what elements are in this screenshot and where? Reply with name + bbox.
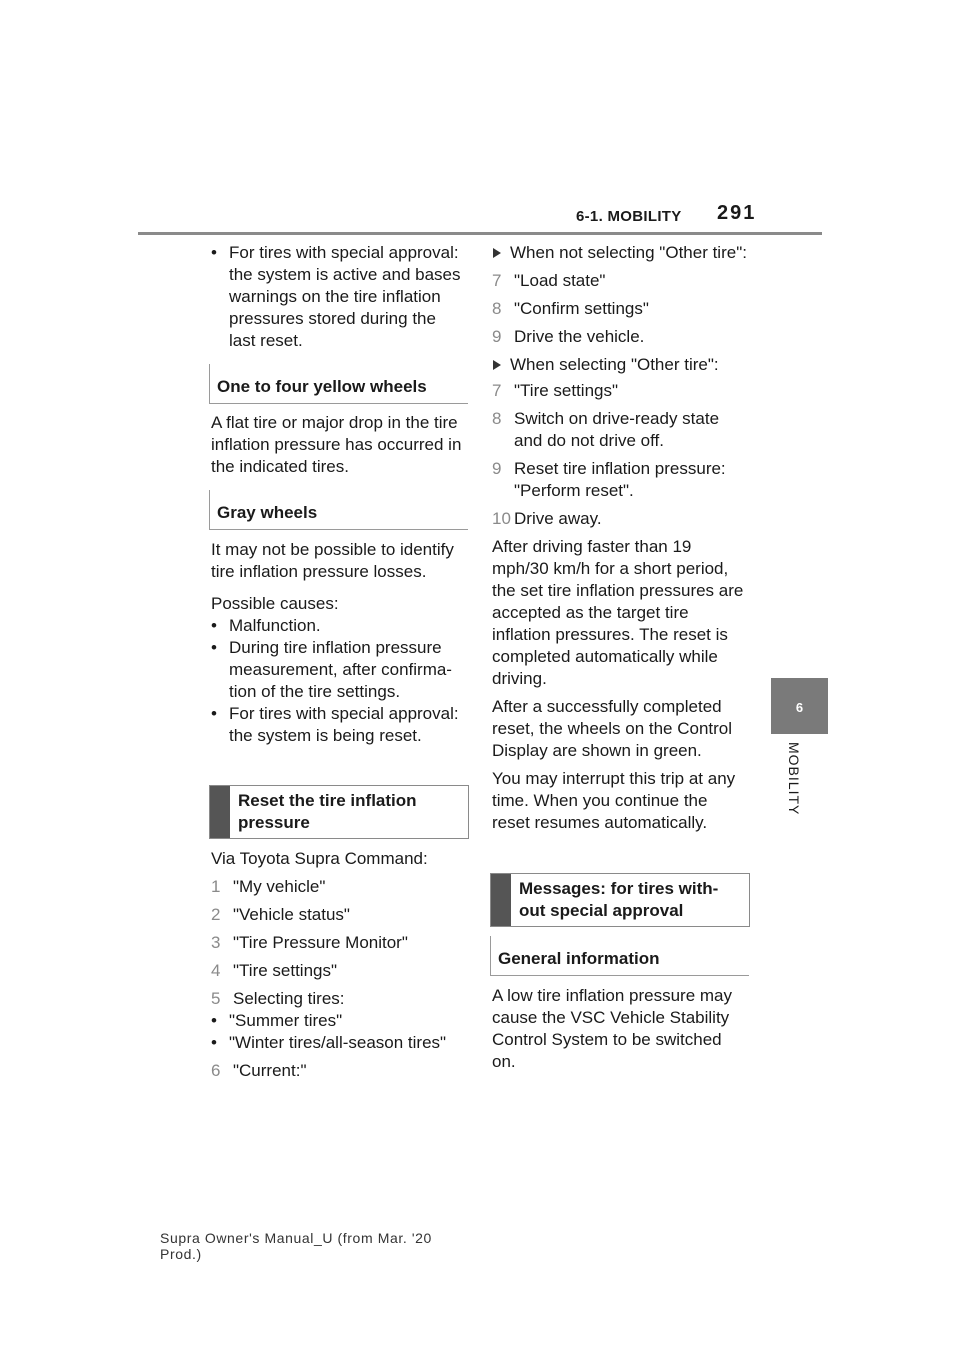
paragraph: A low tire inflation pressure may cause the VSC Vehicle Stability Control System to be switched on. bbox=[492, 986, 732, 1071]
header-divider bbox=[138, 232, 822, 235]
step-item: 10 Drive away. bbox=[492, 509, 602, 528]
list-item: • Malfunction. bbox=[211, 616, 321, 635]
paragraph: You may interrupt this trip at any time. When you continue the reset resumes automatically. bbox=[492, 769, 736, 832]
list-item: • For tires with special approval: the system is active and bases warnings on the tire inflation pressures stored during the last reset. bbox=[211, 243, 461, 350]
heading-general-info bbox=[490, 936, 749, 976]
footer-text: Supra Owner's Manual_U (from Mar. '20 Prod.) bbox=[160, 1230, 432, 1262]
triangle-bullet-icon bbox=[493, 360, 501, 370]
case-heading: When selecting "Other tire": bbox=[492, 354, 748, 376]
paragraph: A flat tire or major drop in the tire inflation pressure has occurred in the indicated tires. bbox=[211, 413, 462, 476]
left-column bbox=[211, 242, 463, 352]
triangle-bullet-icon bbox=[493, 248, 501, 258]
step-item: 7 "Tire settings" bbox=[492, 381, 619, 400]
step-item: 3 "Tire Pressure Monitor" bbox=[211, 933, 408, 952]
paragraph: After driving faster than 19 mph/30 km/h for a short period, the set tire inflation pressures are accepted as the target tire inflation pressures. The reset is completed automatically while driving. bbox=[492, 537, 744, 688]
list-item: • During tire inflation pressure measurement, after confirma-tion of the tire settings. bbox=[211, 638, 452, 701]
left-column-gray bbox=[211, 539, 463, 747]
step-item: 9 Drive the vehicle. bbox=[492, 327, 645, 346]
step-item: 7 "Load state" bbox=[492, 271, 606, 290]
section-title: 6-1. MOBILITY bbox=[576, 208, 682, 225]
step-item: 9 Reset tire inflation pressure: "Perform reset". bbox=[492, 459, 726, 500]
page-number: 291 bbox=[717, 202, 757, 224]
heading-gray-wheels bbox=[209, 490, 468, 530]
heading-messages bbox=[490, 873, 750, 927]
right-column bbox=[492, 242, 748, 834]
step-item: 2 "Vehicle status" bbox=[211, 905, 350, 924]
paragraph: After a successfully completed reset, the wheels on the Control Display are shown in green. bbox=[492, 697, 733, 760]
reset-steps bbox=[211, 848, 467, 1082]
heading-text: Reset the tire inflation pressure bbox=[238, 791, 417, 832]
step-item: 5 Selecting tires: bbox=[211, 989, 345, 1008]
step-item: 8 "Confirm settings" bbox=[492, 299, 649, 318]
step-item: 1 "My vehicle" bbox=[211, 877, 326, 896]
heading-yellow-wheels bbox=[209, 364, 468, 404]
paragraph: Via Toyota Supra Command: bbox=[211, 849, 428, 868]
step-item: 6 "Current:" bbox=[211, 1061, 307, 1080]
heading-text: One to four yellow wheels bbox=[217, 377, 427, 396]
list-item: • "Summer tires" bbox=[211, 1011, 343, 1030]
list-item: • "Winter tires/all-season tires" bbox=[211, 1033, 447, 1052]
chapter-number: 6 bbox=[795, 700, 804, 715]
paragraph: It may not be possible to identify tire inflation pressure losses. bbox=[211, 540, 454, 581]
paragraph: Possible causes: bbox=[211, 594, 339, 613]
heading-text: Messages: for tires with-out special approval bbox=[519, 879, 719, 920]
step-item: 8 Switch on drive-ready state and do not drive off. bbox=[492, 409, 720, 450]
case-heading: When not selecting "Other tire": bbox=[492, 242, 748, 264]
step-item: 4 "Tire settings" bbox=[211, 961, 338, 980]
heading-text: General information bbox=[498, 949, 660, 968]
chapter-label: MOBILITY bbox=[786, 742, 802, 816]
heading-text: Gray wheels bbox=[217, 503, 318, 522]
heading-reset-pressure bbox=[209, 785, 469, 839]
list-item: • For tires with special approval: the system is being reset. bbox=[211, 704, 459, 745]
